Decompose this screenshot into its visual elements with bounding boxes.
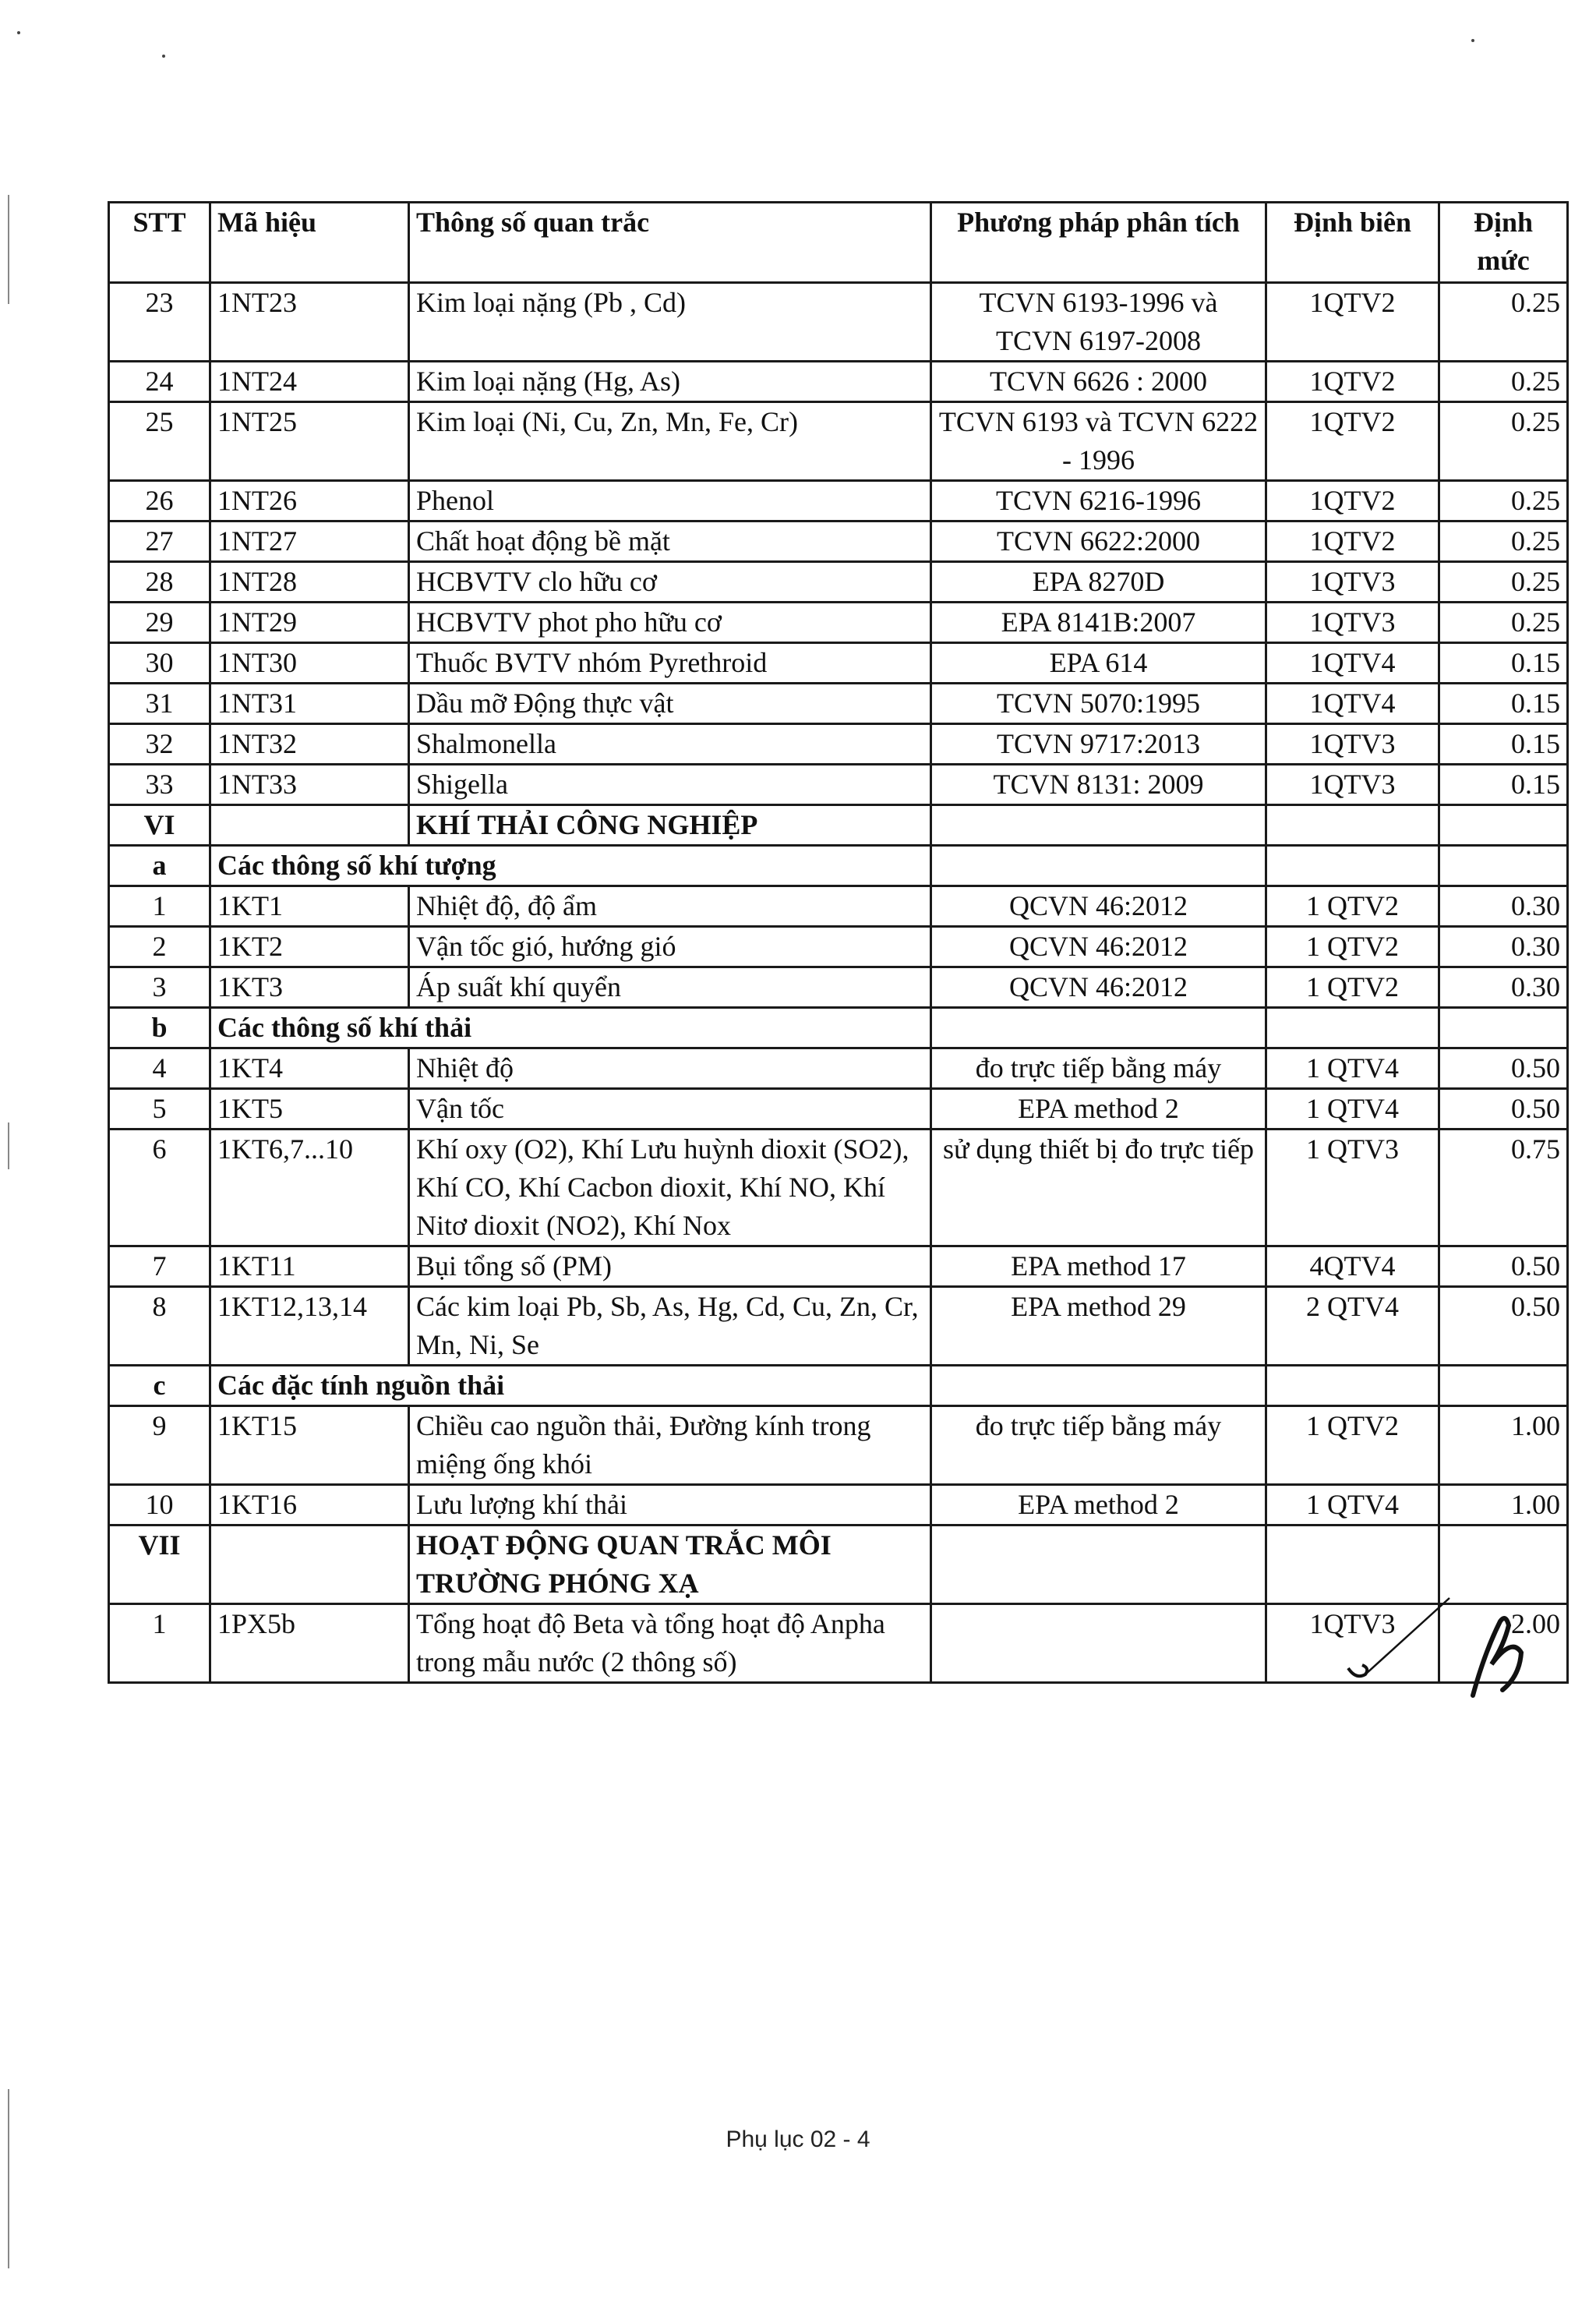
- cell-dinh-bien: 1 QTV3: [1266, 1130, 1439, 1246]
- cell-ma-hieu: 1NT28: [210, 562, 409, 603]
- cell-thong-so: Chất hoạt động bề mặt: [409, 521, 931, 562]
- cell-empty: [1266, 1366, 1439, 1406]
- cell-phuong-phap: TCVN 6216-1996: [931, 481, 1266, 521]
- cell-thong-so: Kim loại nặng (Pb , Cd): [409, 283, 931, 362]
- cell-phuong-phap: TCVN 6626 : 2000: [931, 362, 1266, 402]
- cell-dinh-muc: 0.25: [1439, 521, 1568, 562]
- subsection-title: Các đặc tính nguồn thải: [210, 1366, 931, 1406]
- cell-dinh-muc: 0.30: [1439, 927, 1568, 967]
- cell-thong-so: Chiều cao nguồn thải, Đường kính trong miệng ống khói: [409, 1406, 931, 1485]
- table-row: [109, 521, 1568, 562]
- cell-ma-hieu: 1PX5b: [210, 1604, 409, 1683]
- cell-ma-hieu: 1NT32: [210, 724, 409, 765]
- cell-stt: 31: [109, 684, 210, 724]
- cell-ma-hieu: 1KT4: [210, 1048, 409, 1089]
- cell-dinh-bien: 1 QTV4: [1266, 1089, 1439, 1130]
- cell-dinh-bien: 1QTV3: [1266, 562, 1439, 603]
- scan-speck: [17, 31, 20, 34]
- cell-stt: 8: [109, 1287, 210, 1366]
- table-row: [109, 283, 1568, 362]
- section-title: HOẠT ĐỘNG QUAN TRẮC MÔI TRƯỜNG PHÓNG XẠ: [409, 1526, 931, 1604]
- cell-stt: 1: [109, 1604, 210, 1683]
- cell-thong-so: Phenol: [409, 481, 931, 521]
- cell-ma-hieu: 1NT27: [210, 521, 409, 562]
- cell-empty: [210, 805, 409, 846]
- page-footer: Phụ lục 02 - 4: [726, 2127, 870, 2152]
- cell-stt: 10: [109, 1485, 210, 1526]
- cell-thong-so: Kim loại nặng (Hg, As): [409, 362, 931, 402]
- cell-phuong-phap: EPA method 17: [931, 1246, 1266, 1287]
- table-row: [109, 481, 1568, 521]
- cell-dinh-bien: 1QTV3: [1266, 603, 1439, 643]
- cell-dinh-muc: 0.50: [1439, 1089, 1568, 1130]
- cell-empty: [931, 1526, 1266, 1604]
- cell-ma-hieu: 1NT33: [210, 765, 409, 805]
- cell-dinh-bien: 1QTV2: [1266, 362, 1439, 402]
- cell-stt: 4: [109, 1048, 210, 1089]
- cell-phuong-phap: EPA 8141B:2007: [931, 603, 1266, 643]
- cell-ma-hieu: 1NT25: [210, 402, 409, 481]
- cell-stt: 32: [109, 724, 210, 765]
- table-header-row: [109, 203, 1568, 283]
- cell-empty: [1439, 846, 1568, 886]
- cell-thong-so: Tổng hoạt độ Beta và tổng hoạt độ Anpha trong mẫu nước (2 thông số): [409, 1604, 931, 1683]
- cell-empty: [931, 1008, 1266, 1048]
- cell-stt: 33: [109, 765, 210, 805]
- cell-stt: 2: [109, 927, 210, 967]
- cell-thong-so: HCBVTV phot pho hữu cơ: [409, 603, 931, 643]
- cell-dinh-muc: 1.00: [1439, 1485, 1568, 1526]
- cell-stt: 3: [109, 967, 210, 1008]
- cell-phuong-phap: TCVN 6622:2000: [931, 521, 1266, 562]
- cell-dinh-bien: 1QTV4: [1266, 684, 1439, 724]
- subsection-letter: c: [109, 1366, 210, 1406]
- scan-speck: [1471, 39, 1474, 42]
- cell-stt: 6: [109, 1130, 210, 1246]
- subsection-title: Các thông số khí tượng: [210, 846, 931, 886]
- cell-ma-hieu: 1NT26: [210, 481, 409, 521]
- section-number: VI: [109, 805, 210, 846]
- cell-dinh-muc: 0.50: [1439, 1246, 1568, 1287]
- cell-ma-hieu: 1KT12,13,14: [210, 1287, 409, 1366]
- cell-dinh-muc: 0.25: [1439, 603, 1568, 643]
- cell-empty: [210, 1526, 409, 1604]
- cell-dinh-bien: 4QTV4: [1266, 1246, 1439, 1287]
- cell-dinh-muc: 0.25: [1439, 402, 1568, 481]
- cell-phuong-phap: QCVN 46:2012: [931, 967, 1266, 1008]
- cell-dinh-muc: 0.25: [1439, 283, 1568, 362]
- table-row: [109, 402, 1568, 481]
- cell-dinh-bien: 1QTV2: [1266, 283, 1439, 362]
- cell-stt: 28: [109, 562, 210, 603]
- table-row: [109, 1406, 1568, 1485]
- cell-dinh-muc: 2.00: [1439, 1604, 1568, 1683]
- subsection-row: [109, 1366, 1568, 1406]
- subsection-letter: b: [109, 1008, 210, 1048]
- cell-dinh-muc: 0.15: [1439, 765, 1568, 805]
- cell-dinh-bien: 1QTV2: [1266, 402, 1439, 481]
- cell-stt: 26: [109, 481, 210, 521]
- cell-phuong-phap: sử dụng thiết bị đo trực tiếp: [931, 1130, 1266, 1246]
- cell-ma-hieu: 1NT29: [210, 603, 409, 643]
- cell-phuong-phap: EPA 8270D: [931, 562, 1266, 603]
- cell-dinh-bien: 1 QTV2: [1266, 886, 1439, 927]
- subsection-title: Các thông số khí thải: [210, 1008, 931, 1048]
- cell-stt: 5: [109, 1089, 210, 1130]
- cell-dinh-bien: 1 QTV4: [1266, 1048, 1439, 1089]
- cell-dinh-muc: 0.15: [1439, 724, 1568, 765]
- cell-dinh-muc: 0.25: [1439, 562, 1568, 603]
- cell-empty: [931, 805, 1266, 846]
- cell-dinh-muc: 0.30: [1439, 886, 1568, 927]
- cell-empty: [1439, 805, 1568, 846]
- cell-phuong-phap: đo trực tiếp bằng máy: [931, 1406, 1266, 1485]
- subsection-letter: a: [109, 846, 210, 886]
- cell-dinh-bien: 1QTV2: [1266, 481, 1439, 521]
- cell-ma-hieu: 1KT6,7...10: [210, 1130, 409, 1246]
- cell-thong-so: Shalmonella: [409, 724, 931, 765]
- signature-mark: [1325, 1590, 1559, 1699]
- table-row: [109, 643, 1568, 684]
- cell-phuong-phap: EPA method 2: [931, 1089, 1266, 1130]
- cell-ma-hieu: 1KT3: [210, 967, 409, 1008]
- cell-ma-hieu: 1NT30: [210, 643, 409, 684]
- cell-thong-so: Kim loại (Ni, Cu, Zn, Mn, Fe, Cr): [409, 402, 931, 481]
- cell-phuong-phap: [931, 1604, 1266, 1683]
- table-row: [109, 724, 1568, 765]
- cell-dinh-bien: 1QTV3: [1266, 1604, 1439, 1683]
- cell-thong-so: Shigella: [409, 765, 931, 805]
- cell-thong-so: Áp suất khí quyển: [409, 967, 931, 1008]
- table-row: [109, 886, 1568, 927]
- cell-empty: [931, 1366, 1266, 1406]
- cell-phuong-phap: EPA method 2: [931, 1485, 1266, 1526]
- cell-thong-so: Vận tốc gió, hướng gió: [409, 927, 931, 967]
- cell-thong-so: Lưu lượng khí thải: [409, 1485, 931, 1526]
- cell-thong-so: Nhiệt độ: [409, 1048, 931, 1089]
- cell-dinh-bien: 1 QTV4: [1266, 1485, 1439, 1526]
- table-row: [109, 967, 1568, 1008]
- scan-edge-mark: [8, 1122, 9, 1169]
- cell-dinh-bien: 1 QTV2: [1266, 967, 1439, 1008]
- cell-empty: [1439, 1008, 1568, 1048]
- cell-ma-hieu: 1KT2: [210, 927, 409, 967]
- cell-phuong-phap: QCVN 46:2012: [931, 927, 1266, 967]
- cell-phuong-phap: TCVN 6193-1996 và TCVN 6197-2008: [931, 283, 1266, 362]
- subsection-row: [109, 846, 1568, 886]
- monitoring-parameters-table: [108, 201, 1569, 1684]
- cell-phuong-phap: TCVN 5070:1995: [931, 684, 1266, 724]
- cell-dinh-muc: 0.15: [1439, 684, 1568, 724]
- cell-dinh-muc: 0.50: [1439, 1287, 1568, 1366]
- cell-ma-hieu: 1NT23: [210, 283, 409, 362]
- cell-stt: 1: [109, 886, 210, 927]
- cell-thong-so: Thuốc BVTV nhóm Pyrethroid: [409, 643, 931, 684]
- scan-speck: [162, 55, 165, 58]
- table-row: [109, 927, 1568, 967]
- table-row: [109, 765, 1568, 805]
- cell-ma-hieu: 1NT24: [210, 362, 409, 402]
- cell-dinh-muc: 0.25: [1439, 362, 1568, 402]
- cell-dinh-muc: 0.25: [1439, 481, 1568, 521]
- cell-thong-so: Bụi tổng số (PM): [409, 1246, 931, 1287]
- scan-edge-mark: [8, 2089, 9, 2268]
- cell-dinh-muc: 0.50: [1439, 1048, 1568, 1089]
- cell-thong-so: Khí oxy (O2), Khí Lưu huỳnh dioxit (SO2), Khí CO, Khí Cacbon dioxit, Khí NO, Khí Nitơ dioxit (NO2), Khí Nox: [409, 1130, 931, 1246]
- cell-stt: 23: [109, 283, 210, 362]
- scan-edge-mark: [8, 195, 9, 304]
- header-phuong-phap: Phương pháp phân tích: [931, 203, 1266, 283]
- cell-stt: 30: [109, 643, 210, 684]
- section-number: VII: [109, 1526, 210, 1604]
- table-row: [109, 362, 1568, 402]
- table-row: [109, 1089, 1568, 1130]
- cell-ma-hieu: 1KT11: [210, 1246, 409, 1287]
- cell-phuong-phap: EPA method 29: [931, 1287, 1266, 1366]
- table-row: [109, 1485, 1568, 1526]
- cell-phuong-phap: TCVN 9717:2013: [931, 724, 1266, 765]
- section-title: KHÍ THẢI CÔNG NGHIỆP: [409, 805, 931, 846]
- header-dinh-muc: Định mức: [1439, 203, 1568, 283]
- header-thong-so: Thông số quan trắc: [409, 203, 931, 283]
- cell-stt: 29: [109, 603, 210, 643]
- cell-stt: 9: [109, 1406, 210, 1485]
- cell-ma-hieu: 1NT31: [210, 684, 409, 724]
- cell-phuong-phap: TCVN 8131: 2009: [931, 765, 1266, 805]
- cell-thong-so: Nhiệt độ, độ ẩm: [409, 886, 931, 927]
- subsection-row: [109, 1008, 1568, 1048]
- table-row: [109, 1246, 1568, 1287]
- table-row: [109, 684, 1568, 724]
- cell-dinh-bien: 1QTV3: [1266, 724, 1439, 765]
- table-row: [109, 603, 1568, 643]
- cell-dinh-muc: 0.75: [1439, 1130, 1568, 1246]
- cell-thong-so: Các kim loại Pb, Sb, As, Hg, Cd, Cu, Zn, Cr, Mn, Ni, Se: [409, 1287, 931, 1366]
- table-row: [109, 1287, 1568, 1366]
- cell-dinh-bien: 1QTV4: [1266, 643, 1439, 684]
- table-row: [109, 562, 1568, 603]
- cell-dinh-bien: 1QTV3: [1266, 765, 1439, 805]
- cell-stt: 7: [109, 1246, 210, 1287]
- cell-thong-so: HCBVTV clo hữu cơ: [409, 562, 931, 603]
- cell-stt: 27: [109, 521, 210, 562]
- cell-phuong-phap: EPA 614: [931, 643, 1266, 684]
- cell-dinh-bien: 1 QTV2: [1266, 1406, 1439, 1485]
- cell-dinh-bien: 2 QTV4: [1266, 1287, 1439, 1366]
- cell-stt: 24: [109, 362, 210, 402]
- table-row: [109, 1130, 1568, 1246]
- cell-thong-so: Vận tốc: [409, 1089, 931, 1130]
- cell-empty: [1266, 805, 1439, 846]
- table-row: [109, 1048, 1568, 1089]
- cell-dinh-muc: 0.15: [1439, 643, 1568, 684]
- cell-phuong-phap: đo trực tiếp bằng máy: [931, 1048, 1266, 1089]
- cell-dinh-bien: 1 QTV2: [1266, 927, 1439, 967]
- header-stt: STT: [109, 203, 210, 283]
- cell-empty: [1266, 846, 1439, 886]
- cell-phuong-phap: TCVN 6193 và TCVN 6222 - 1996: [931, 402, 1266, 481]
- cell-empty: [931, 846, 1266, 886]
- header-ma-hieu: Mã hiệu: [210, 203, 409, 283]
- cell-ma-hieu: 1KT5: [210, 1089, 409, 1130]
- cell-stt: 25: [109, 402, 210, 481]
- cell-empty: [1266, 1008, 1439, 1048]
- cell-dinh-bien: 1QTV2: [1266, 521, 1439, 562]
- cell-dinh-muc: 0.30: [1439, 967, 1568, 1008]
- cell-dinh-muc: 1.00: [1439, 1406, 1568, 1485]
- cell-phuong-phap: QCVN 46:2012: [931, 886, 1266, 927]
- cell-ma-hieu: 1KT1: [210, 886, 409, 927]
- cell-ma-hieu: 1KT16: [210, 1485, 409, 1526]
- cell-thong-so: Dầu mỡ Động thực vật: [409, 684, 931, 724]
- cell-empty: [1439, 1366, 1568, 1406]
- section-row: [109, 805, 1568, 846]
- header-dinh-bien: Định biên: [1266, 203, 1439, 283]
- cell-ma-hieu: 1KT15: [210, 1406, 409, 1485]
